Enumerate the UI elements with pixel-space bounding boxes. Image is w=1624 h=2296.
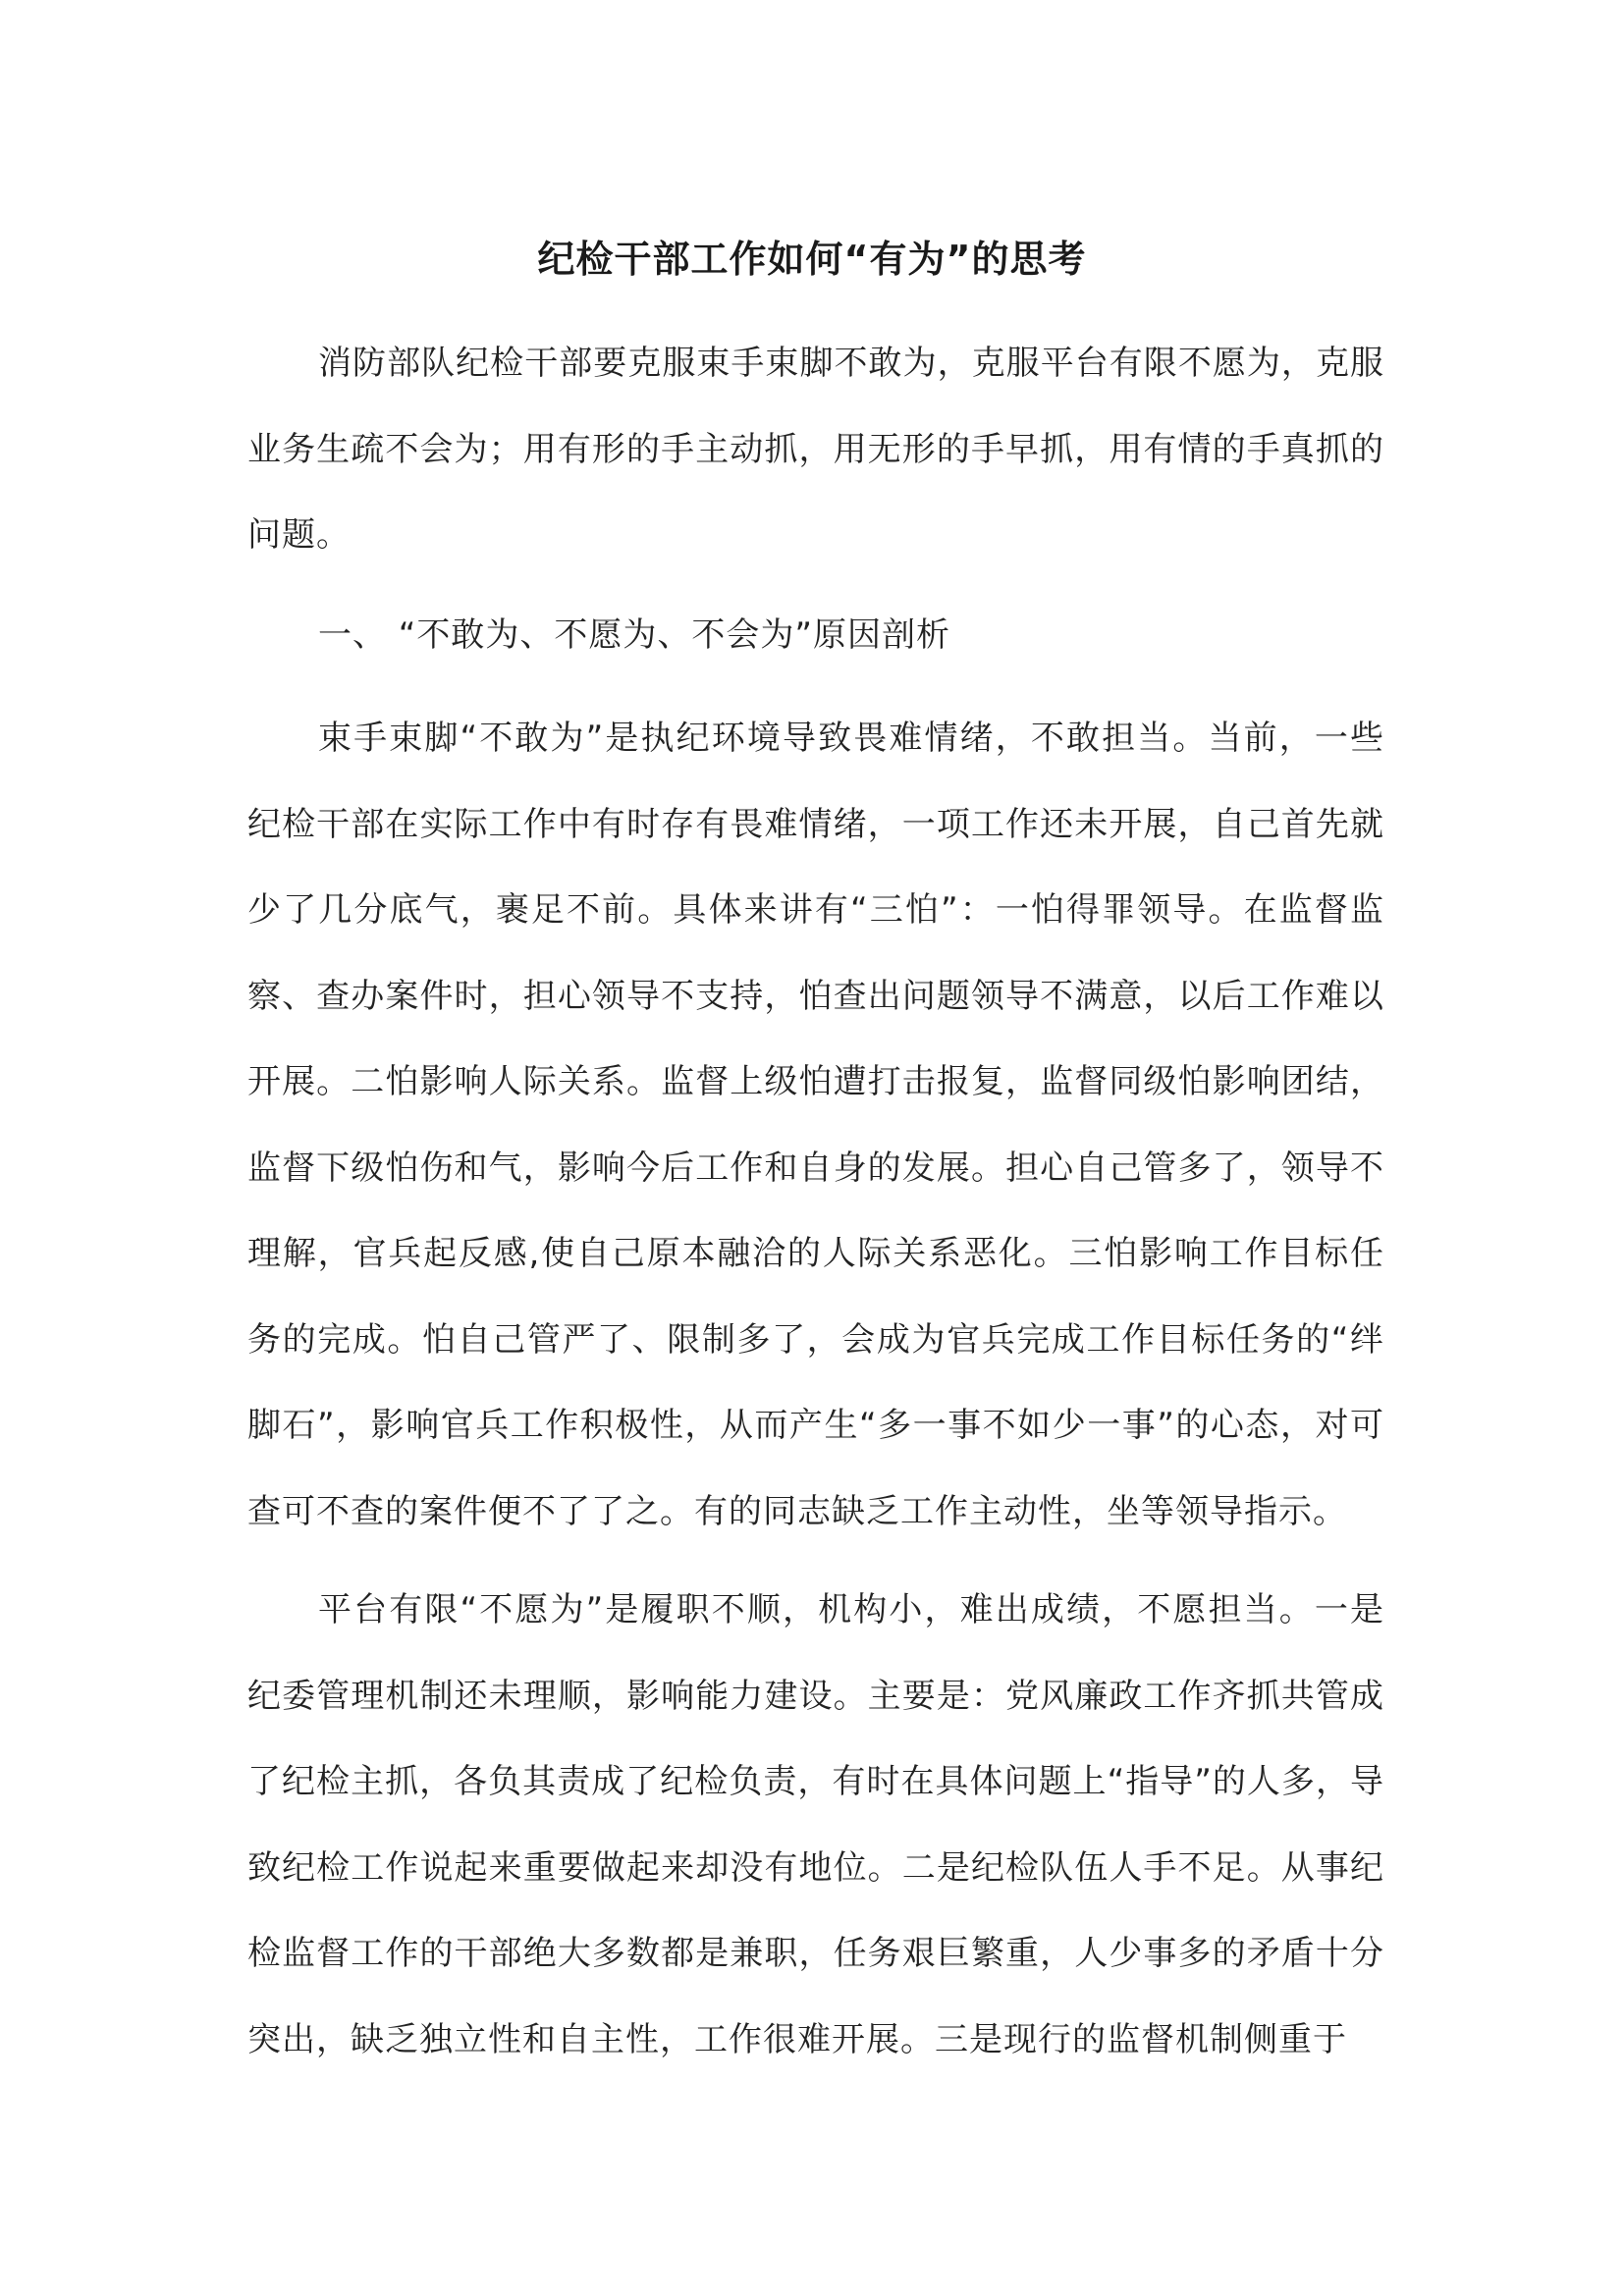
section-heading: 一、 “不敢为、不愿为、不会为”原因剖析 [318, 615, 951, 655]
page-title: 纪检干部工作如何“有为”的思考 [537, 238, 1087, 281]
body-paragraph: 束手束脚“不敢为”是执纪环境导致畏难情绪，不敢担当。当前，一些纪检干部在实际工作中有时存有畏难情绪，一项工作还未开展，自己首先就少了几分底气，裹足不前。具体来讲有“三怕”：一怕得罪领导。在监督监察、查办案件时，担心领导不支持，怕查出问题领导不满意，以后工作难以开展。二怕影响人际关系。监督上级怕遭打击报复，监督同级怕影响团结，监督下级怕伤和气，影响今后工作和自身的发展。担心自己管多了，领导不理解，官兵起反感,使自己原本融洽的人际关系恶化。三怕影响工作目标任务的完成。怕自己管严了、限制多了，会成为官兵完成工作目标任务的“绊脚石”，影响官兵工作积极性，从而产生“多一事不如少一事”的心态，对可查可不查的案件便不了了之。有的同志缺乏工作主动性，坐等领导指示。 [247, 719, 1384, 1531]
intro-paragraph: 消防部队纪检干部要克服束手束脚不敢为，克服平台有限不愿为，克服业务生疏不会为；用有形的手主动抓，用无形的手早抓，用有情的手真抓的问题。 [247, 344, 1384, 555]
body-paragraph: 平台有限“不愿为”是履职不顺，机构小，难出成绩，不愿担当。一是纪委管理机制还未理顺，影响能力建设。主要是：党风廉政工作齐抓共管成了纪检主抓，各负其责成了纪检负责，有时在具体问题上“指导”的人多，导致纪检工作说起来重要做起来却没有地位。二是纪检队伍人手不足。从事纪检监督工作的干部绝大多数都是兼职，任务艰巨繁重，人少事多的矛盾十分突出，缺乏独立性和自主性，工作很难开展。三是现行的监督机制侧重于 [247, 1590, 1384, 2059]
